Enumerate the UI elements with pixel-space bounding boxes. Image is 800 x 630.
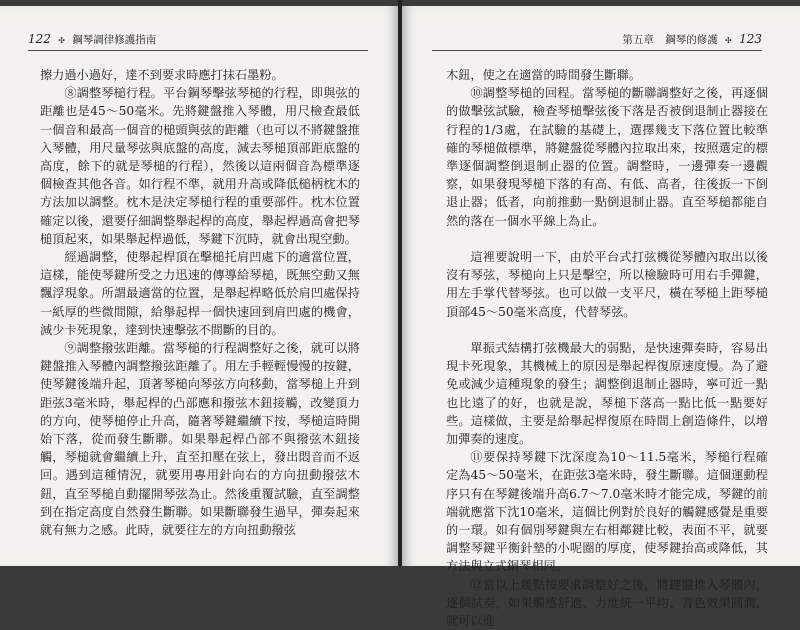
paragraph-single-escapement: 單振式結構打弦機最大的弱點，是快速彈奏時，容易出現卡死現象，其機械上的原因是舉起桿復原速度慢。為了避免或減少這種現象的發生；調整倒退制止器時，寧可近一點也比遠了的好，也就是說，琴槌下落高一點比低一點要好些。這樣做，主要是給舉起桿復原在時間上創造條件，以增加彈奏的速度。 (446, 341, 768, 447)
paragraph-key-depth: ⑪要保持琴鍵下沈深度為10～11.5毫米，琴槌行程確定為45～50毫米，在距弦3毫米時，發生斷聯。這個運動程序只有在琴鍵後端升高6.7～7.0毫米時才能完成，琴鍵的前端就應當下沈10毫米，這個比例對於良好的觸鍵感覺是重要的一環。如有個別琴鍵與左右相鄰鍵比較，表面不平，就要調整琴鍵平衡針墊的小呢圈的厚度，使琴鍵抬高或降低，其方法與立式鋼琴相同。 (446, 450, 768, 574)
paragraph-adjustment-result: 經過調整，使舉起桿頂在擊槌托肩凹處下的適當位置，這樣，能使琴鍵所受之力迅速的傳導給琴槌，既無空動又無飄浮現象。所謂最適當的位置，是舉起桿略低於肩凹處保持一紙厚的些微間隙，給舉起桿一個快速回到肩凹處的機會，減少卡死現象，達到快速擊弦不間斷的目的。 (40, 250, 360, 337)
paragraph-final-test: ⑫當以上幾點按要求調整好之後，將鍵盤推入琴體內，逐個試奏，如果觸感舒適、力度統一平均、音色效果圓潤，就可以進 (446, 577, 768, 629)
book-title: 鋼琴調律修護指南 (72, 34, 157, 46)
paragraph-continued: 擦力過小過好，達不到要求時應打抹石墨粉。 (40, 68, 284, 82)
paragraph-letoff-distance: ⑨調整撥弦距離。當琴槌的行程調整好之後，就可以將鍵盤推入琴體內調整撥弦距離了。用左手輕輕慢慢的按鍵，使琴鍵後端升起，頂著琴槌向琴弦方向移動，當琴槌上升到距弦3毫米時，舉起桿的凸部應和撥弦木鈕接觸，改變頂力的方向，使琴槌停止升高，隨著琴鍵繼續下按，琴槌這時開始下落，從而發生斷聯。如果舉起桿凸部不與撥弦木鈕接觸，琴槌就會繼續上升，直至扣壓在弦上，發出悶音而不返回。遇到這種情況，就要用專用針向右的方向扭動撥弦木鈕，直至琴槌自動擺開琴弦為止。然後重覆試驗，直至調整到在指定高度自然發生斷聯。如果斷聯發生過早，彈奏起來就有無力之感。此時，就要往左的方向扭動撥弦 (40, 341, 360, 538)
header-separator-ornament: ✣ (725, 36, 732, 45)
paragraph-continued: 木鈕，使之在適當的時間發生斷聯。 (446, 68, 641, 82)
right-page (402, 6, 800, 629)
left-page-number: 122 (28, 32, 51, 46)
chapter-label: 第五章 (622, 34, 654, 46)
right-body-text (446, 66, 768, 630)
left-running-header (28, 32, 156, 47)
paragraph-explanation: 這裡要說明一下，由於平台式打弦機從琴體內取出以後沒有琴弦，琴槌向上只是擊空，所以檢驗時可用右手彈鍵，用左手掌代替琴弦。也可以做一支平尺，橫在琴槌上距琴槌頂部45～50毫米高度，代替琴弦。 (446, 250, 768, 319)
chapter-title: 鋼琴的修護 (665, 34, 718, 46)
right-running-header (622, 32, 762, 47)
left-page (0, 6, 398, 566)
paragraph-gap (446, 230, 768, 248)
left-body-text (40, 66, 360, 539)
paragraph-gap (446, 321, 768, 339)
paragraph-hammer-return: ⑩調整琴槌的回程。當琴槌的斷聯調整好之後，再逐個的做擊弦試驗，檢查琴槌擊弦後下落是否被倒退制止器接在行程的1/3處，在試驗的基礎上，選擇幾支下落位置比較準確的琴槌做標準，將鍵盤從琴體內拉取出來，按照選定的標準逐個調整倒退制止器的位置。調整時，一邊彈奏一邊觀察，如果發現琴槌下落的有高、有低、高者，往後扳一下倒退止器；低者，向前推動一點倒退制止器。直至琴槌都能自然的落在一個水平線上為止。 (446, 86, 768, 228)
left-header-rule (28, 50, 368, 51)
right-page-number: 123 (739, 32, 762, 46)
right-header-rule (432, 50, 762, 51)
header-separator-ornament: ✣ (58, 36, 65, 45)
paragraph-hammer-travel: ⑧調整琴槌行程。平台鋼琴擊弦琴槌的行程，即與弦的距離也是45～50毫米。先將鍵盤推入琴體，用尺檢查最低一個音和最高一個音的槌頭與弦的距離（也可以不將鍵盤推入琴體，用尺量琴弦與底盤的高度，減去琴槌頂部距底盤的高度，餘下的就是琴槌的行程），然後以這兩個音為標準逐個檢查其他各音。如行程不準，就用升高或降低槌柄枕木的方法加以調整。枕木是決定琴槌行程的重要部件。枕木位置確定以後，還要仔細調整舉起桿的高度，舉起桿過高會把琴槌頂起來，如果舉起桿過低，琴鍵下沉時，就會出現空動。 (40, 86, 360, 246)
